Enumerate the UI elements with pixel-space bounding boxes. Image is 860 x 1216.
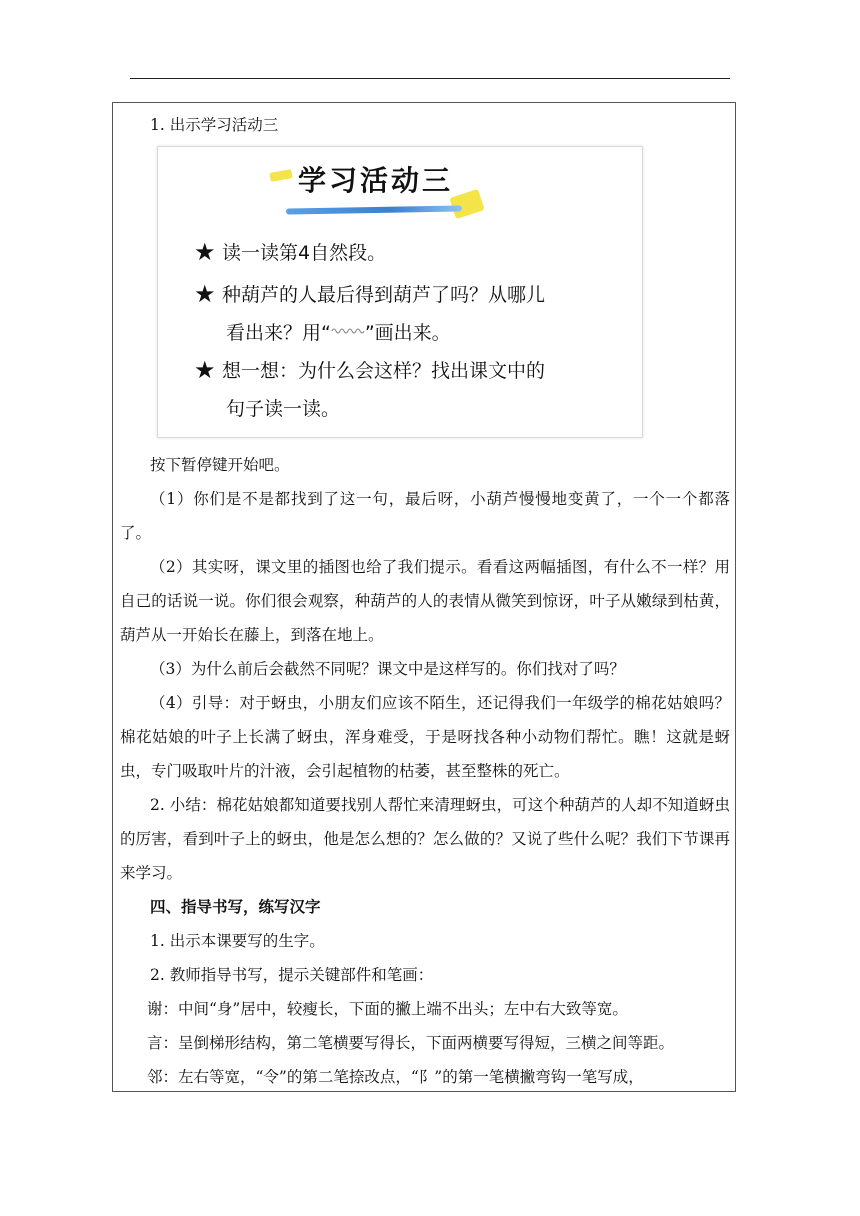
summary-paragraph: 2. 小结：棉花姑娘都知道要找别人帮忙来清理蚜虫，可这个种葫芦的人却不知道蚜虫的厉害，看到叶子上的蚜虫，他是怎么想的？怎么做的？又说了些什么呢？我们下节课再来学习。 <box>120 796 730 882</box>
card-item-2-line1: 种葫芦的人最后得到葫芦了吗？从哪儿 <box>222 284 546 306</box>
pause-instruction: 按下暂停键开始吧。 <box>150 456 290 474</box>
char-note-yan: 言：呈倒梯形结构，第二笔横要写得长，下面两横要写得短，三横之间等距。 <box>147 1034 675 1052</box>
card-item-2-line2 <box>194 322 451 344</box>
char-note-lin: 邻：左右等宽，“令”的第二笔捺改点，“阝”的第一笔横撇弯钩一笔写成， <box>147 1068 644 1086</box>
card-item-3-line2: 句子读一读。 <box>226 398 341 420</box>
paragraph-2: （2）其实呀，课文里的插图也给了我们提示。看看这两幅插图，有什么不一样？用自己的话说一说。你们很会观察，种葫芦的人的表情从微笑到惊讶，叶子从嫩绿到枯黄，葫芦从一开始长在藤上，到落在地上。 <box>120 558 730 644</box>
activity-intro: 1. 出示学习活动三 <box>150 116 279 134</box>
section-item-2: 2. 教师指导书写，提示关键部件和笔画： <box>150 966 434 984</box>
paragraph-1: （1）你们是不是都找到了这一句，最后呀，小葫芦慢慢地变黄了，一个一个都落了。 <box>120 490 730 542</box>
paragraph-4: （4）引导：对于蚜虫，小朋友们应该不陌生，还记得我们一年级学的棉花姑娘吗？棉花姑娘的叶子上长满了蚜虫，浑身难受，于是呀找各种小动物们帮忙。瞧！这就是蚜虫，专门吸取叶片的汁液，会引起植物的枯萎，甚至整株的死亡。 <box>120 694 730 780</box>
section-heading: 四、指导书写，练写汉字 <box>150 897 321 916</box>
star-icon: ★ <box>194 356 216 384</box>
card-item-2-line2-a: 看出来？用“ <box>226 322 331 344</box>
header-rule <box>130 78 730 79</box>
lesson-content <box>120 108 730 1094</box>
card-item-1-text: 读一读第4自然段。 <box>222 242 387 264</box>
char-note-xie: 谢：中间“身”居中，较瘦长，下面的撇上端不出头；左中右大致等宽。 <box>147 1000 628 1018</box>
card-item-3 <box>194 351 624 428</box>
card-item-3-line1: 想一想：为什么会这样？找出课文中的 <box>222 360 546 382</box>
wavy-line-icon <box>331 326 365 336</box>
activity-card <box>157 146 643 438</box>
card-title-block <box>270 157 490 227</box>
star-icon: ★ <box>194 238 216 266</box>
paragraph-3: （3）为什么前后会截然不同呢？课文中是这样写的。你们找对了吗？ <box>150 660 625 678</box>
card-title: 学习活动三 <box>298 164 454 197</box>
highlight-mark-left <box>269 169 292 182</box>
card-item-2-line2-b: ”画出来。 <box>364 322 451 344</box>
star-icon: ★ <box>194 280 216 308</box>
section-item-1: 1. 出示本课要写的生字。 <box>150 932 325 950</box>
highlight-mark-right <box>449 189 484 219</box>
title-underline-stroke <box>286 205 462 214</box>
card-item-1 <box>194 233 624 272</box>
card-item-2 <box>194 275 624 352</box>
